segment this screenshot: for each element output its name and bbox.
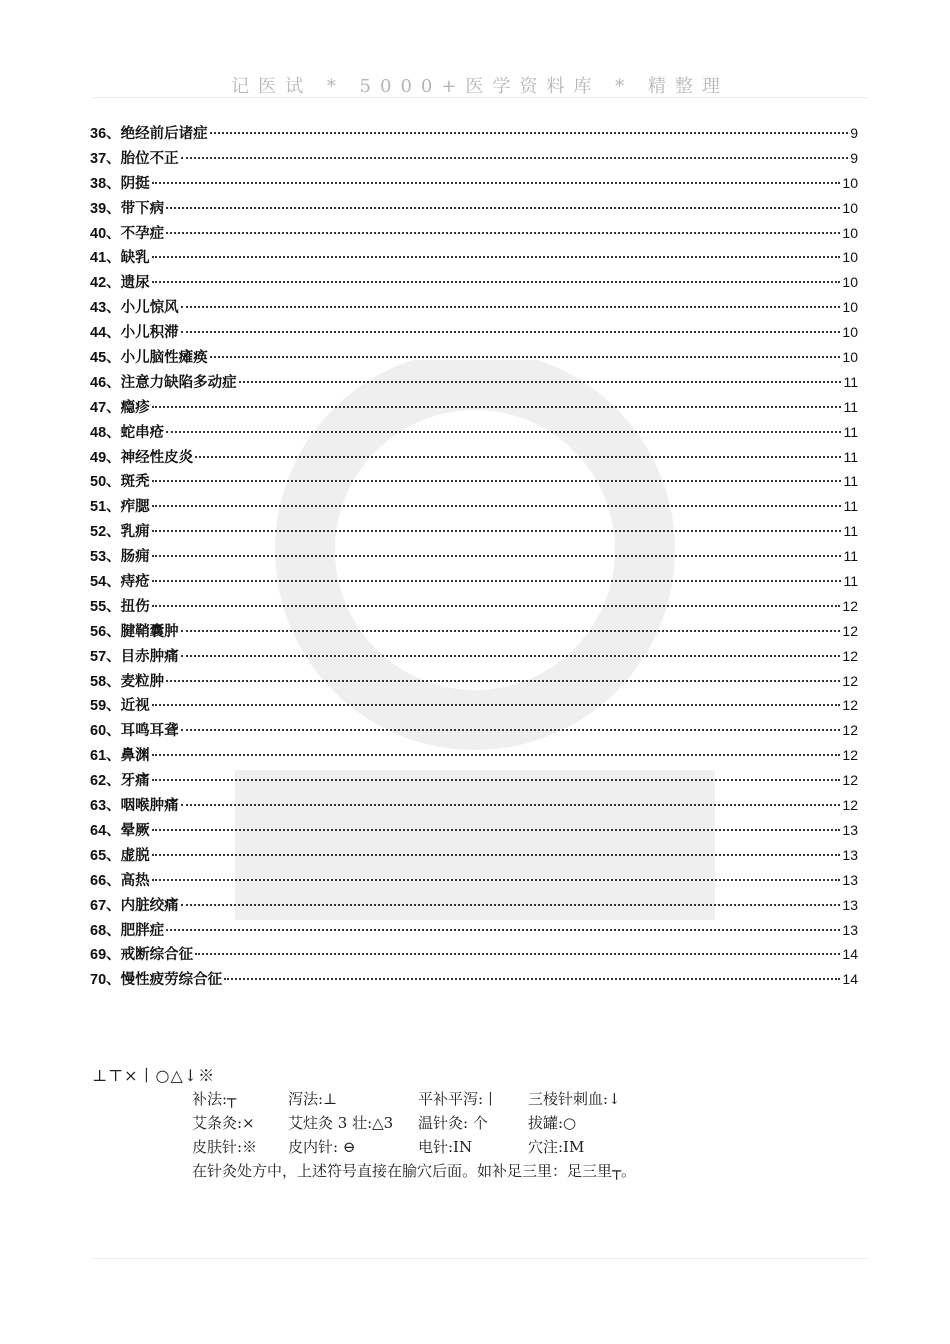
toc-dot-leader — [152, 462, 842, 482]
toc-dot-leader — [181, 139, 849, 159]
toc-entry-title: 肠痈 — [120, 549, 150, 566]
toc-entry-title: 鼻渊 — [120, 748, 150, 765]
toc-dot-leader — [152, 487, 842, 507]
toc-entry-separator: 、 — [106, 275, 121, 292]
toc-entry-title: 高热 — [120, 872, 150, 889]
toc-entry-number: 63 — [90, 798, 107, 815]
toc-entry-number: 57 — [90, 648, 107, 665]
toc-entry-number: 53 — [90, 549, 107, 566]
toc-entry-number: 52 — [90, 524, 107, 541]
toc-entry-title: 斑秃 — [120, 474, 150, 491]
toc-entry-page: 9 — [850, 125, 858, 141]
toc-entry-number: 43 — [90, 300, 107, 317]
legend-item: 温针灸: 个 — [418, 1114, 488, 1132]
toc-entry-separator: 、 — [106, 150, 121, 167]
toc-entry-title: 戒断综合征 — [120, 947, 194, 964]
toc-dot-leader — [152, 562, 842, 582]
toc-entry-separator: 、 — [106, 250, 121, 267]
toc-entry-separator: 、 — [106, 300, 121, 317]
toc-entry-number: 66 — [90, 872, 107, 889]
legend-item: 平补平泻:丨 — [418, 1090, 499, 1108]
toc-entry-page: 11 — [843, 573, 858, 590]
toc-entry-separator: 、 — [106, 399, 121, 416]
toc-entry-title: 胎位不正 — [120, 150, 179, 167]
toc-entry-page: 11 — [843, 548, 858, 565]
toc-entry-number: 40 — [90, 225, 107, 242]
toc-dot-leader — [152, 811, 841, 831]
toc-dot-leader — [152, 164, 841, 184]
toc-dot-leader — [152, 263, 841, 283]
symbol-legend — [92, 1063, 892, 1181]
toc-entry-page: 12 — [842, 597, 858, 614]
toc-entry-title: 目赤肿痛 — [120, 648, 179, 665]
toc-entry-title: 慢性疲劳综合征 — [120, 972, 223, 989]
toc-entry-number: 51 — [90, 499, 107, 516]
toc-entry-title: 遗尿 — [120, 275, 150, 292]
toc-dot-leader — [181, 288, 841, 308]
toc-dot-leader — [152, 512, 842, 532]
toc-dot-leader — [152, 761, 841, 781]
toc-entry-title: 耳鸣耳聋 — [120, 723, 179, 740]
toc-entry-title: 晕厥 — [120, 822, 150, 839]
toc-entry-number: 61 — [90, 748, 107, 765]
toc-entry-number: 38 — [90, 175, 107, 192]
toc-entry-separator: 、 — [106, 225, 121, 242]
toc-dot-leader — [152, 861, 841, 881]
toc-entry-separator: 、 — [106, 549, 121, 566]
toc-entry-number: 62 — [90, 773, 107, 790]
toc-entry-page: 14 — [842, 946, 858, 963]
toc-entry-page: 10 — [842, 324, 858, 341]
toc-dot-leader — [239, 363, 842, 383]
toc-entry-number: 45 — [90, 350, 107, 367]
toc-dot-leader — [152, 836, 841, 856]
toc-entry-title: 不孕症 — [120, 225, 165, 242]
legend-item: 三棱针刺血:↓ — [528, 1090, 621, 1108]
toc-entry-page: 10 — [842, 274, 858, 291]
toc-entry-page: 10 — [842, 224, 858, 241]
toc-entry-title: 缺乳 — [120, 250, 150, 267]
toc-entry-separator: 、 — [106, 972, 121, 989]
toc-dot-leader — [152, 537, 842, 557]
toc-entry-number: 65 — [90, 847, 107, 864]
toc-entry-page: 14 — [842, 971, 858, 988]
toc-entry-page: 12 — [842, 697, 858, 714]
toc-dot-leader — [181, 711, 841, 731]
toc-dot-leader — [152, 686, 841, 706]
toc-entry-page: 12 — [842, 747, 858, 764]
toc-entry-page: 13 — [842, 921, 858, 938]
toc-entry-page: 10 — [842, 174, 858, 191]
legend-item: 泻法:⊥ — [288, 1090, 338, 1108]
toc-entry-separator: 、 — [106, 847, 121, 864]
toc-entry-number: 49 — [90, 449, 107, 466]
toc-entry-page: 12 — [842, 772, 858, 789]
toc-entry-separator: 、 — [106, 424, 121, 441]
toc-entry-title: 腱鞘囊肿 — [120, 623, 179, 640]
toc-entry-number: 44 — [90, 325, 107, 342]
toc-dot-leader — [166, 214, 840, 234]
legend-item: 补法:┬ — [192, 1090, 237, 1108]
toc-dot-leader — [166, 189, 840, 209]
toc-entry-title: 麦粒肿 — [120, 673, 165, 690]
toc-entry-title: 痔疮 — [120, 574, 150, 591]
toc-entry-title: 蛇串疮 — [120, 424, 165, 441]
toc-entry-number: 70 — [90, 972, 107, 989]
toc-entry-page: 11 — [843, 498, 858, 515]
toc-entry-separator: 、 — [106, 648, 121, 665]
toc-entry-page: 12 — [842, 647, 858, 664]
toc-entry-number: 37 — [90, 150, 107, 167]
toc-entry-title: 阴挺 — [120, 175, 150, 192]
toc-entry-number: 69 — [90, 947, 107, 964]
table-of-contents — [90, 118, 858, 989]
toc-entry-title: 小儿脑性瘫痪 — [120, 350, 208, 367]
toc-entry-page: 10 — [842, 199, 858, 216]
toc-entry-page: 12 — [842, 722, 858, 739]
toc-entry-number: 56 — [90, 623, 107, 640]
legend-item: 皮内针: ⊖ — [288, 1138, 356, 1156]
toc-entry-separator: 、 — [106, 698, 121, 715]
toc-dot-leader — [210, 114, 849, 134]
toc-dot-leader — [181, 886, 841, 906]
toc-entry-title: 神经性皮炎 — [120, 449, 194, 466]
toc-entry-page: 10 — [842, 299, 858, 316]
toc-entry-separator: 、 — [106, 175, 121, 192]
legend-item: 艾条灸:× — [192, 1114, 255, 1132]
legend-symbols: ⊥⊤×丨○△↓※ — [92, 1066, 216, 1085]
legend-item: 拔罐:○ — [528, 1114, 577, 1132]
toc-dot-leader — [181, 786, 841, 806]
toc-entry-page: 11 — [843, 373, 858, 390]
toc-entry-separator: 、 — [106, 922, 121, 939]
toc-entry-separator: 、 — [106, 499, 121, 516]
legend-item: 皮肤针:※ — [192, 1138, 258, 1156]
toc-dot-leader — [166, 662, 840, 682]
toc-entry-number: 60 — [90, 723, 107, 740]
toc-entry-page: 11 — [843, 398, 858, 415]
toc-entry-separator: 、 — [106, 947, 121, 964]
toc-entry-separator: 、 — [106, 773, 121, 790]
toc-entry-page: 12 — [842, 672, 858, 689]
toc-entry-number: 42 — [90, 275, 107, 292]
toc-entry-title: 小儿积滞 — [120, 325, 179, 342]
toc-dot-leader — [152, 587, 841, 607]
header-divider — [92, 97, 868, 98]
toc-entry-separator: 、 — [106, 623, 121, 640]
toc-entry-number: 55 — [90, 598, 107, 615]
toc-entry-title: 小儿惊风 — [120, 300, 179, 317]
toc-entry-separator: 、 — [106, 350, 121, 367]
toc-entry-title: 近视 — [120, 698, 150, 715]
toc-entry-number: 67 — [90, 897, 107, 914]
toc-entry-number: 68 — [90, 922, 107, 939]
legend-item: 艾炷灸 3 壮:△3 — [288, 1114, 394, 1132]
toc-entry-separator: 、 — [106, 822, 121, 839]
toc-entry-separator: 、 — [106, 748, 121, 765]
page-header: 记医试 * 5000+医学资料库 * 精整理 — [231, 76, 729, 97]
toc-entry-separator: 、 — [106, 200, 121, 217]
toc-entry-separator: 、 — [106, 872, 121, 889]
toc-entry-number: 58 — [90, 673, 107, 690]
toc-entry-number: 47 — [90, 399, 107, 416]
toc-entry-page: 11 — [843, 423, 858, 440]
toc-entry-page: 10 — [842, 349, 858, 366]
toc-entry-page: 13 — [842, 846, 858, 863]
toc-entry-page: 9 — [850, 149, 858, 166]
toc-entry-number: 64 — [90, 822, 107, 839]
toc-entry-number: 50 — [90, 474, 107, 491]
toc-entry-number: 41 — [90, 250, 107, 267]
toc-entry-title: 乳痈 — [120, 524, 150, 541]
legend-grid — [192, 1090, 892, 1157]
toc-entry-title: 瘾疹 — [120, 399, 150, 416]
toc-entry-separator: 、 — [106, 524, 121, 541]
toc-entry-page: 11 — [843, 448, 858, 465]
toc-entry-page: 13 — [842, 896, 858, 913]
toc-entry-number: 36 — [90, 126, 107, 142]
toc-entry-title: 咽喉肿痛 — [120, 798, 179, 815]
toc-entry-page: 10 — [842, 249, 858, 266]
toc-entry-separator: 、 — [106, 673, 121, 690]
toc-dot-leader — [181, 313, 841, 333]
toc-entry-page: 13 — [842, 871, 858, 888]
legend-item: 电针:IN — [418, 1138, 473, 1156]
toc-entry-page: 11 — [843, 473, 858, 490]
toc-entry-title: 绝经前后诸症 — [120, 126, 208, 142]
toc-entry-page: 13 — [842, 821, 858, 838]
toc-entry[interactable] — [90, 964, 858, 989]
toc-entry-separator: 、 — [106, 449, 121, 466]
toc-entry-number: 48 — [90, 424, 107, 441]
toc-entry-separator: 、 — [106, 474, 121, 491]
legend-note: 在针灸处方中，上述符号直接在腧穴后面。如补足三里：足三里┬。 — [192, 1162, 637, 1180]
toc-entry-page: 11 — [843, 523, 858, 540]
toc-entry-title: 带下病 — [120, 200, 165, 217]
toc-entry-title: 牙痛 — [120, 773, 150, 790]
toc-entry-separator: 、 — [106, 598, 121, 615]
toc-entry-title: 内脏绞痛 — [120, 897, 179, 914]
toc-entry-title: 注意力缺陷多动症 — [120, 374, 237, 391]
toc-entry-title: 痄腮 — [120, 499, 150, 516]
footer-divider — [92, 1258, 868, 1259]
toc-entry-separator: 、 — [106, 126, 121, 142]
toc-dot-leader — [152, 388, 842, 408]
toc-entry-separator: 、 — [106, 897, 121, 914]
toc-dot-leader — [181, 612, 841, 632]
toc-dot-leader — [152, 736, 841, 756]
toc-entry-number: 39 — [90, 200, 107, 217]
toc-entry-page: 12 — [842, 622, 858, 639]
toc-entry-separator: 、 — [106, 574, 121, 591]
toc-entry-number: 46 — [90, 374, 107, 391]
toc-dot-leader — [166, 911, 840, 931]
toc-dot-leader — [210, 338, 841, 358]
toc-dot-leader — [195, 935, 840, 955]
toc-dot-leader — [152, 238, 841, 258]
toc-entry-title: 虚脱 — [120, 847, 150, 864]
toc-entry-number: 54 — [90, 574, 107, 591]
toc-dot-leader — [181, 637, 841, 657]
toc-dot-leader — [166, 413, 841, 433]
toc-entry-title: 肥胖症 — [120, 922, 165, 939]
toc-entry-separator: 、 — [106, 798, 121, 815]
toc-entry-separator: 、 — [106, 723, 121, 740]
toc-dot-leader — [195, 438, 841, 458]
toc-entry-separator: 、 — [106, 374, 121, 391]
legend-item: 穴注:IM — [528, 1138, 585, 1156]
toc-entry-number: 59 — [90, 698, 107, 715]
toc-entry-page: 12 — [842, 797, 858, 814]
toc-dot-leader — [224, 960, 840, 980]
toc-entry-separator: 、 — [106, 325, 121, 342]
toc-entry-title: 扭伤 — [120, 598, 150, 615]
